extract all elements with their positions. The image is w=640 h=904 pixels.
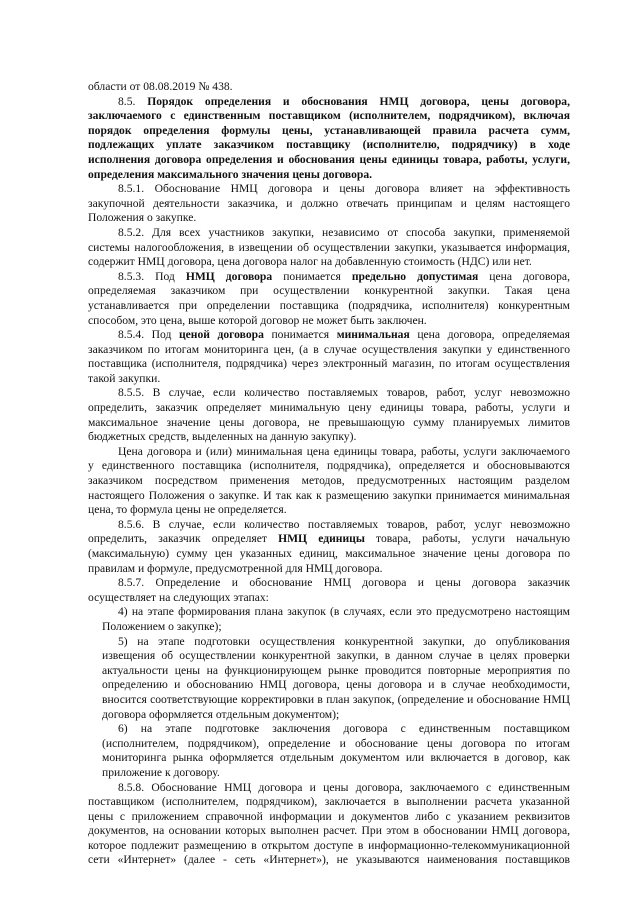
text-line: исполнения договора определения и обоснования цены единицы товара, работы, услуги, (88, 152, 570, 166)
text-line: поставщиком (исполнителем, подрядчиком), заключается в выполнении расчета указанной (88, 795, 570, 809)
text-line: 6) на этапе подготовке заключения договора с единственным поставщиком (118, 722, 570, 736)
text-line: (максимальную) сумму цен указанных единиц, максимальное значение цены договора по (88, 547, 570, 560)
text-line: цены с приложением справочной информации и документов либо с указанием реквизитов (88, 809, 570, 823)
text-line: 8.5.6. В случае, если количество поставляемых товаров, работ, услуг невозможно (118, 517, 570, 531)
plain-text: цена договора, (478, 269, 570, 283)
text-line: закупочной деятельности заказчика, и должно отвечать принципам и целям настоящего (88, 196, 570, 210)
plain-text: определить, заказчик определяет (88, 532, 279, 546)
text-line: мониторинга рынка оформляется отдельным документом или включается в договор, как (102, 751, 570, 765)
text-line: 4) на этапе формирования плана закупок (в случаях, если это предусмотрено настоящим (118, 605, 570, 619)
text-line: такой закупки. (88, 371, 161, 385)
text-line: 8.5.8. Обоснование НМЦ договора и цены договора, заключаемого с единственным (118, 780, 570, 794)
text-line: документов, на основании которых выполнен расчет. При этом в обосновании НМЦ договора, (88, 824, 570, 838)
text-line: содержит НМЦ договора, цена договора налог на добавленную стоимость (НДС) или нет. (88, 255, 532, 269)
text-line: Положения о закупке. (88, 211, 197, 225)
text-line: устанавливается при определении поставщика (подрядчика, исполнителя) конкурентным (88, 298, 570, 312)
text-line: приложение к договору. (102, 765, 220, 779)
text-line (88, 95, 570, 110)
text-line: 5) на этапе подготовки осуществления конкурентной закупки, до опубликования (118, 634, 570, 648)
text-line: Положением о закупке); (102, 619, 222, 633)
bold-text: НМЦ единицы (278, 532, 365, 546)
text-line: определению и обоснованию НМЦ договора, цены договора и в случае необходимости, (102, 678, 570, 692)
text-line: цена, то формула цены не определяется. (88, 503, 287, 517)
bold-text: предельно допустимая (351, 269, 479, 283)
plain-text: цена договора, определяемая (409, 328, 570, 342)
text-line: определяемая заказчиком при осуществлении конкурентной закупки. Такая цена (88, 284, 570, 298)
text-line: договора оформляется отдельным документом); (102, 707, 340, 721)
text-line: настоящего Положения о закупке. И так как к размещению закупки принимается минимальная (88, 488, 570, 502)
text-line: заказчиком посредством применения методов, предусмотренных настоящим разделом (88, 474, 570, 488)
text-line: бюджетных средств, выделенных на данную закупку). (88, 430, 357, 444)
text-line: Цена договора и (или) минимальная цена единицы товара, работы, услуги заключаемого (118, 444, 570, 458)
text-line: 8.5.2. Для всех участников закупки, независимо от способа закупки, применяемой (118, 225, 570, 239)
document-page (88, 80, 570, 868)
text-line: 8.5.5. В случае, если количество поставляемых товаров, работ, услуг невозможно (118, 386, 570, 400)
text-line: вносится соответствующие корректировки в план закупок, (определение и обоснование НМЦ (102, 692, 570, 706)
text-line: у единственного поставщика (исполнителя, подрядчика), определяется и обосновываются (88, 459, 570, 473)
text-line: определения максимального значения цены договора. (88, 167, 373, 181)
text-line: максимальное значение цены договора, не превышающую сумму планируемых лимитов (88, 415, 570, 429)
text-line: сети «Интернет» (далее - сеть «Интернет»), не указываются наименования поставщиков (88, 853, 570, 867)
text-line: поставщика (исполнителя, подрядчика) через электронный магазин, по итогам осуществления (88, 357, 570, 371)
bold-text: ценой договора (178, 328, 264, 342)
text-line: которое подлежит размещению в открытом доступе в информационно-телекоммуникационной (88, 838, 570, 852)
plain-text: 8.5.4. Под (118, 328, 179, 342)
text-line: 8.5.7. Определение и обоснование НМЦ договора и цены договора заказчик (118, 576, 570, 590)
text-line: правилам и формуле, предусмотренной для НМЦ договора. (88, 561, 383, 575)
text-line (88, 532, 570, 547)
text-line: порядок определения формулы цены, устанавливающей правила расчета сумм, (88, 123, 570, 137)
text-line: актуальности цены на функционирующем рынке проводится повторные мероприятия по (102, 663, 570, 677)
text-line: (исполнителем, подрядчиком), определение и обоснование цены договора по итогам (102, 736, 570, 750)
bold-text: НМЦ договора (185, 269, 273, 283)
text-line: 8.5.1. Обоснование НМЦ договора и цены договора влияет на эффективность (118, 182, 570, 196)
plain-text: понимается (272, 269, 352, 283)
text-line: осуществляет на следующих этапах: (88, 590, 269, 604)
bold-text: минимальная (336, 328, 410, 342)
plain-text: 8.5.3. Под (118, 269, 186, 283)
plain-text: товара, работы, услуги начальную (364, 532, 570, 546)
text-line (88, 270, 570, 285)
plain-text: 8.5. (118, 94, 148, 108)
plain-text: понимается (263, 328, 337, 342)
text-line: заказчиком по итогам мониторинга цен, (а в случае осуществления закупки у единственного (88, 342, 570, 356)
text-line: заключаемого с единственным поставщиком (исполнителем, подрядчиком), включая (88, 109, 570, 123)
text-line (88, 328, 570, 343)
text-line: подлежащих уплате заказчиком поставщику (исполнителю, подрядчику) в ходе (88, 138, 570, 152)
bold-text: Порядок определения и обоснования НМЦ договора, цены договора, (147, 94, 570, 108)
text-line: извещения об осуществлении конкурентной закупки, в данном случае в целях проверки (102, 649, 570, 663)
text-line: системы налогообложения, в извещении об осуществлении закупки, указывается информация, (88, 240, 570, 254)
text-line: определить, заказчик определяет минимальную цену единицы товара, работы, услуги и (88, 401, 570, 415)
text-line: области от 08.08.2019 № 438. (88, 80, 233, 93)
text-line: способом, это цена, выше которой договор не может быть заключен. (88, 313, 427, 327)
